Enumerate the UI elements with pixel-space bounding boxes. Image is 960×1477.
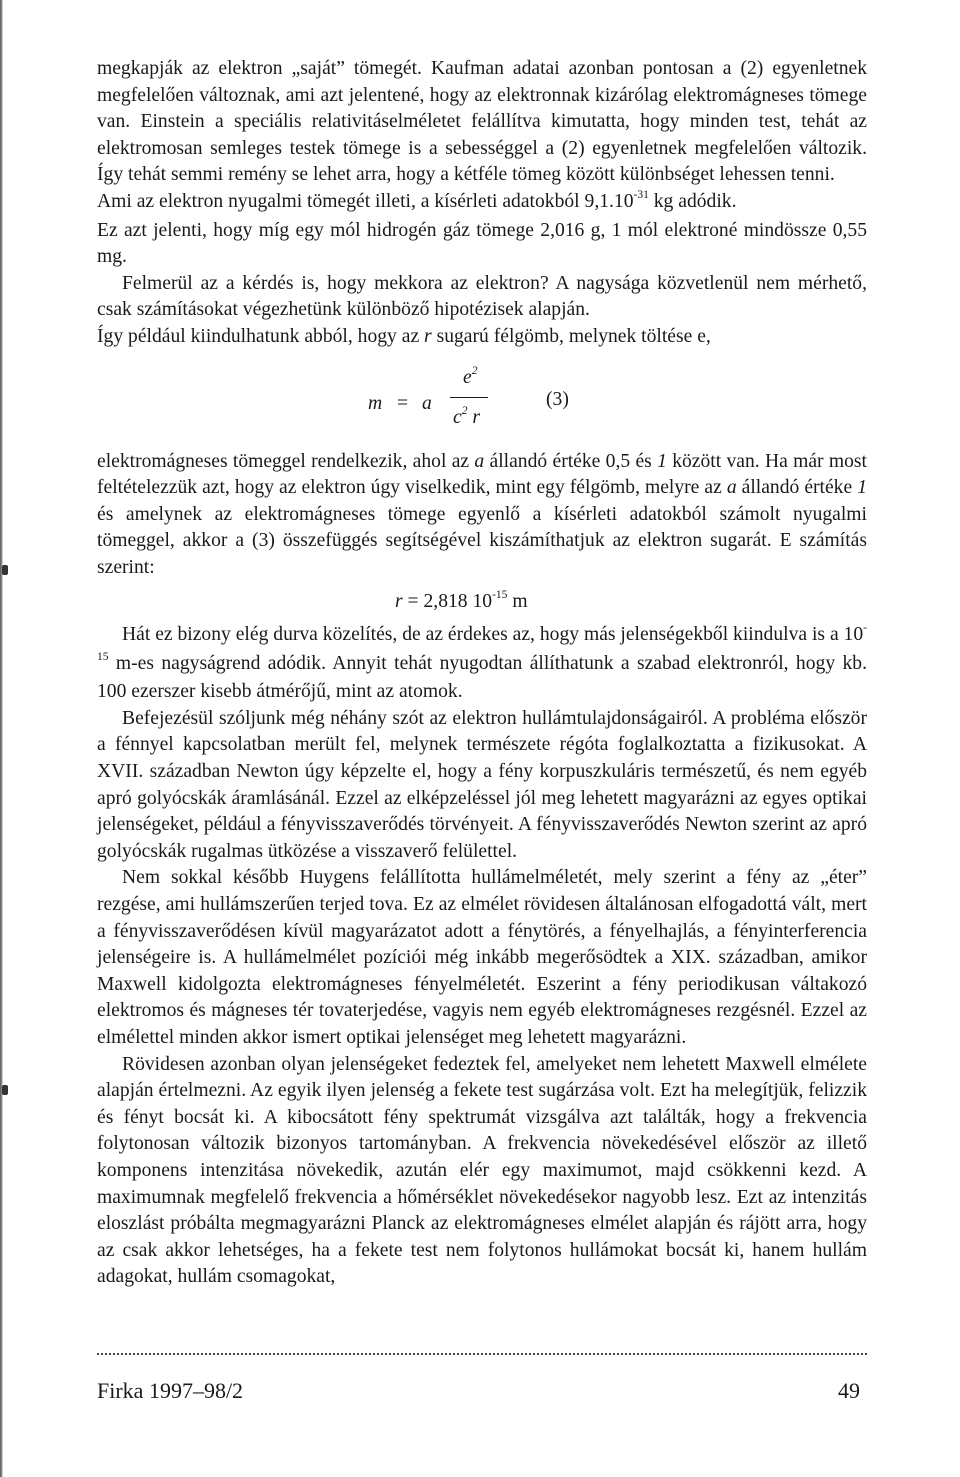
footer-rule xyxy=(97,1353,867,1355)
paragraph-kaufman: megkapják az elektron „saját” tömegét. Kaufman adatai azonban pontosan a (2) egyenletnek megfelelően változnak, ami azt jelentené, hogy az elektronnak kizárólag elektromágneses tömege van. Einstein a speciális relativitáselméletet felállítva kimutatta, hogy minden test, tehát az elektromosan semleges testek tömege is a sebességgel a (2) egyenletnek megfelelően változik. Így tehát semmi remény se lehet arra, hogy a kétféle tömeg között különbséget lehessen tenni. xyxy=(97,58,867,186)
paragraph-mole-comparison: Ez azt jelenti, hogy míg egy mól hidrogén gáz tömege 2,016 g, 1 mól elektroné mindössze 0,55 mg. xyxy=(97,219,867,268)
page-body xyxy=(97,56,867,1291)
paragraph-approximation: Hát ez bizony elég durva közelítés, de az érdekes az, hogy más jelenségekből kiindulva is a $10^{-15}$ m-es nagyságrend adódik. Annyit tehát nyugodtan állíthatunk a szabad elektronról, hogy kb. 100 ezerszer kisebb átmérőjű, mint az atomok. xyxy=(97,622,867,703)
formula-coefficient: a xyxy=(422,392,432,414)
paragraph-huygens: Nem sokkal később Huygens felállította hullámelméletét, mely szerint a fény az „éter” rezgése, ami hullámszerűen terjed tova. Ez az elmélet rövidesen általánosan elfogadottá vált, mert a fényvisszaverődésen kívül magyarázatot adott a fénytörés, a fényelhajlás, a fényinterferencia jelenségeire is. A hullámelmélet pozíciói még inkább megerősödtek a XIX. században, amikor Maxwell kidolgozta elektromágneses fényelméletét. Eszerint a fény periodikusan váltakozó elektromos és mágneses tér tovaterjedése, vagyis nem egyéb elektromágneses rezgésnél. Ezzel az elmélettel minden akkor ismert optikai jelenséget meg lehetett magyarázni. xyxy=(97,867,867,1048)
scan-mark xyxy=(2,1085,8,1095)
radius-formula: r = 2,818 $10^{-15}$ m xyxy=(395,588,528,612)
formula-label: (3) xyxy=(546,388,569,410)
formula-3 xyxy=(97,351,867,449)
paragraph-blackbody: Rövidesen azonban olyan jelenségeket fedeztek fel, amelyeket nem lehetett Maxwell elmélete alapján értelmezni. Az egyik ilyen jelenség a fekete test sugárzása volt. Ezt ha melegítjük, felizzik és fényt bocsát ki. A kibocsátott fény spektrumát vizsgálva azt találták, hogy a frekvencia folytonosan változik bizonyos tartományban. A frekvencia növekedésével először az illető komponens intenzitása növekedik, azután elér egy maximumot, majd csökkenni kezd. A maximumnak megfelelő frekvencia a hőmérséklet növekedésekor nagyobb lesz. Ezt az intenzitás eloszlást próbálta megmagyarázni Planck az elektromágneses elmélet alapján és rájött arra, hogy az csak akkor lehetséges, ha a fekete test nem folytonos hullámokat bocsát ki, hanem hullám adagokat, hullám csomagokat, xyxy=(97,1053,867,1288)
formula-lhs: m xyxy=(368,392,383,414)
formula-equals: = xyxy=(397,392,409,414)
paragraph-hemisphere: Így például kiindulhatunk abból, hogy az r sugarú félgömb, melynek töltése e, xyxy=(97,325,711,347)
paragraph-rest-mass: Ami az elektron nyugalmi tömegét illeti, a kísérleti adatokból $9,1.10^{-31}$ kg adódik. xyxy=(97,188,737,212)
formula-numerator: $e^2$ xyxy=(463,364,478,388)
scan-left-edge xyxy=(0,0,3,1477)
paragraph-size-question: Felmerül az a kérdés is, hogy mekkora az elektron? A nagysága közvetlenül nem mérhető, csak számításokat végezhetünk különböző hipotézisek alapján. xyxy=(97,272,867,321)
scan-mark xyxy=(2,565,8,575)
paragraph-em-mass: elektromágneses tömeggel rendelkezik, ahol az a állandó értéke 0,5 és 1 között van. Ha már most feltételezzük azt, hogy az elektron úgy viselkedik, mint egy félgömb, melyre az a állandó értéke 1 és amelynek az elektromágneses tömege egyenlő a kísérleti adatokból számolt nyugalmi tömeggel, akkor a (3) összefüggés segítségével kiszámíthatjuk az elektron sugarát. E számítás szerint: xyxy=(97,450,867,578)
paragraph-newton: Befejezésül szóljunk még néhány szót az elektron hullámtulajdonságairól. A probléma először a fénnyel kapcsolatban merült fel, melynek természete régóta foglalkoztatta a fizikusokat. A XVII. században Newton úgy képzelte el, hogy a fény korpuszkuláris természetű, és nem egyéb apró golyócskák áramlásánál. Ezzel az elképzeléssel jól meg lehetett magyarázni az egyes optikai jelenségeket, például a fényvisszaverődés törvényeit. A fényvisszaverődés Newton szerint az apró golyócskák rugalmas ütközése a visszaverő felülettel. xyxy=(97,707,867,862)
formula-denominator: $c^2$ r xyxy=(453,404,480,428)
footer-journal: Firka 1997–98/2 xyxy=(97,1378,244,1403)
page-number: 49 xyxy=(838,1378,860,1403)
formula-fraction-bar xyxy=(450,397,488,398)
